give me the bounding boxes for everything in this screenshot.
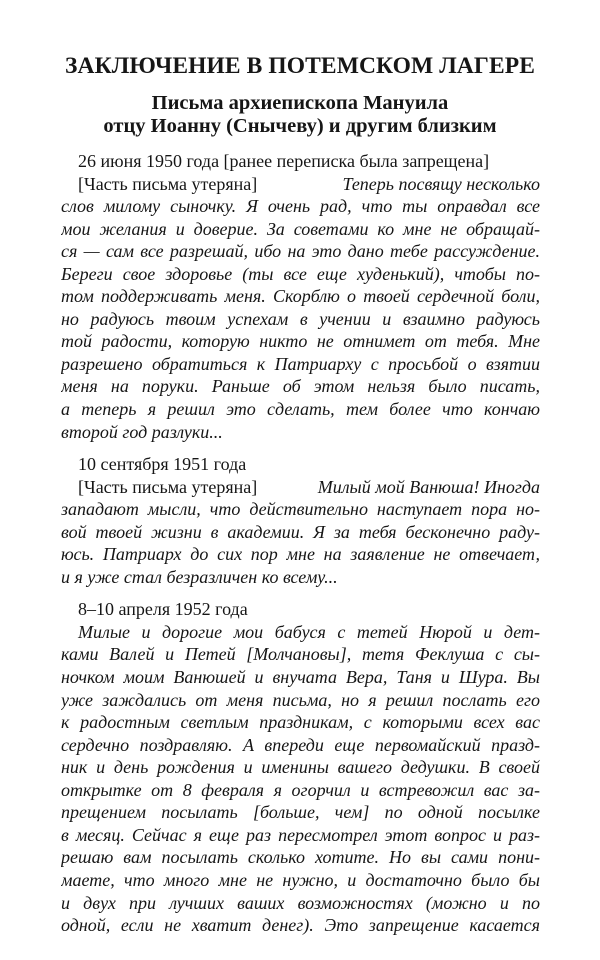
text-line: второй год разлуки... [61,421,223,442]
text-line: ночком моим Ванюшей и внучата Вера, Таня и Шура. Вы [61,667,540,688]
text-line: к радостным светлым праздникам, с которыми всех вас [61,712,540,733]
subtitle-line: отцу Иоанну (Снычеву) и другим близким [103,115,497,137]
text-line: и двух при лучших ваших возможностях (можно и по [61,892,540,913]
letter-section [61,150,540,443]
text-line: сердечно поздравляю. А впереди еще первомайский празд- [61,734,540,755]
chapter-subtitle [60,92,540,138]
text-line: ся — сам все разрешай, ибо на это дано тебе рассуждение. [61,241,540,262]
text-line: уже заждались от меня письма, но я решил послать его [61,689,540,710]
letter-section [61,598,540,936]
text-line: Береги свое здоровье (ты все еще худенький), чтобы по- [61,263,540,284]
text-line: ник и день рождения и именины вашего дедушки. В своей [61,757,540,778]
text-line: в месяц. Сейчас я еще раз пересмотрел этот вопрос и раз- [61,824,540,845]
text-line: и я уже стал безразличен ко всему... [61,566,338,587]
editorial-note: [Часть письма утеряна] [78,476,258,497]
letter-text: Милый мой Ванюша! Иногда [317,476,540,497]
text-line: вой твоей жизни в академии. Я за тебя бесконечно раду- [61,521,540,542]
text-line: той радости, которую никто не отнимет от тебя. Мне [61,331,540,352]
letter-date: 8–10 апреля 1952 года [78,599,248,620]
text-line: ками Валей и Петей [Молчановы], тетя Феклуша с сы- [61,644,540,665]
text-line: одной, если не хватит денег). Это запрещение касается [61,915,540,936]
text-line: но радуюсь твоим успехам в учении и взаимно радуюсь [61,308,540,329]
text-line: разрешено обратиться к Патриарху с просьбой о взятии [61,353,540,374]
text-line: а теперь я решил это сделать, тем более что кончаю [61,399,540,420]
text-line: том поддерживать меня. Скорблю о твоей сердечной боли, [61,286,540,307]
text-line: Милые и дорогие мои бабуся с тетей Нюрой и дет- [78,621,540,642]
letter-date: 26 июня 1950 года [ранее переписка была запрещена] [78,151,490,171]
letter-text: Теперь посвящу несколько [342,173,540,194]
chapter-title: ЗАКЛЮЧЕНИЕ В ПОТЕМСКОМ ЛАГЕРЕ [65,53,535,79]
text-line [61,476,540,499]
text-line [61,173,540,196]
editorial-note: [Часть письма утеряна] [78,173,258,194]
text-line: открытке от 8 февраля я огорчил и встревожил вас за- [61,779,540,800]
text-line: меня на поруки. Раньше об этом нельзя было писать, [61,376,540,397]
subtitle-line: Письма архиепископа Мануила [151,92,449,114]
text-line: маете, что много мне не нужно, и достаточно было бы [61,869,540,890]
letter-section [61,453,540,588]
text-line: юсь. Патриарх до сих пор мне на заявление не отвечает, [61,544,540,565]
text-line: мои желания и доверие. За советами ко мне не обращай- [61,218,540,239]
letter-date: 10 сентября 1951 года [78,454,247,475]
text-line: решаю вам посылать сколько хотите. Но вы сами пони- [61,847,540,868]
text-line: прещением посылать [больше, чем] по одной посылке [61,802,540,823]
text-line: западают мысли, что действительно наступает пора но- [61,499,540,520]
letters-body [61,150,540,947]
text-line: слов милому сыночку. Я очень рад, что ты оправдал все [61,196,540,217]
